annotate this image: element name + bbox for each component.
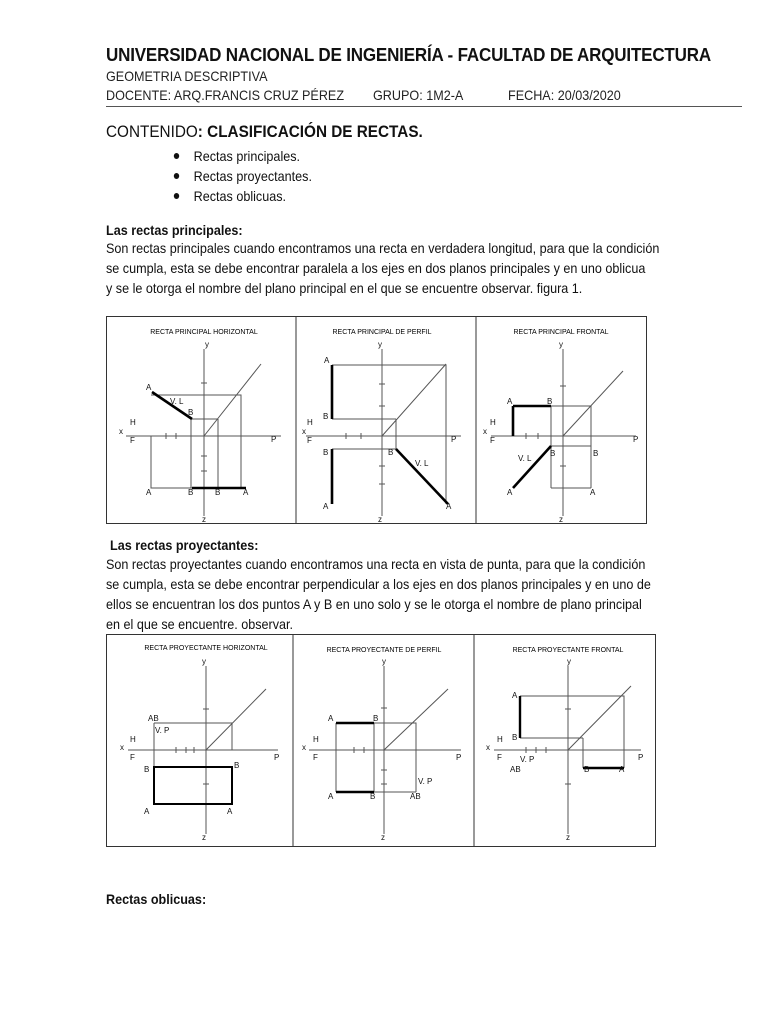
- svg-text:A: A: [243, 488, 249, 497]
- svg-text:z: z: [202, 515, 206, 524]
- group-label: GRUPO: 1M2-A: [373, 87, 464, 103]
- svg-text:z: z: [381, 833, 385, 842]
- svg-text:V. L: V. L: [518, 454, 532, 463]
- proyectantes-heading: Las rectas proyectantes:: [110, 537, 259, 553]
- svg-text:A: A: [144, 807, 150, 816]
- panel-title: RECTA PRINCIPAL DE PERFIL: [332, 329, 432, 336]
- svg-text:z: z: [202, 833, 206, 842]
- svg-text:B: B: [550, 449, 556, 458]
- svg-text:A: A: [324, 356, 330, 365]
- teacher-name: DOCENTE: ARQ.FRANCIS CRUZ PÉREZ: [106, 87, 345, 103]
- svg-text:x: x: [483, 427, 487, 436]
- university-title: UNIVERSIDAD NACIONAL DE INGENIERÍA - FACULTAD DE ARQUITECTURA: [106, 44, 711, 65]
- panel-title: RECTA PROYECTANTE HORIZONTAL: [144, 645, 268, 652]
- svg-text:A: A: [507, 488, 513, 497]
- svg-text:y: y: [567, 657, 571, 666]
- svg-text:P: P: [633, 435, 639, 444]
- principales-paragraph: Son rectas principales cuando encontramos una recta en verdadera longitud, para que la condición se cumpla, esta se debe encontrar paralela a los ejes en dos planos principales y en uno oblicua y se le otorga el nombre del plano principal en el que se encuentre observar. figura 1.: [106, 240, 660, 296]
- svg-text:x: x: [119, 427, 123, 436]
- svg-text:x: x: [302, 743, 306, 752]
- panel-proyectante-frontal: [486, 647, 643, 842]
- svg-text:V. L: V. L: [170, 397, 184, 406]
- panel-proyectante-perfil: [302, 647, 461, 842]
- figure-frame: [107, 635, 656, 847]
- proyectantes-paragraph: Son rectas proyectantes cuando encontramos una recta en vista de punta, para que la condición se cumpla, esta se debe encontrar perpendicular a los ejes en dos planos principales y en uno de ellos se encuentran los dos puntos A y B en uno solo y se le otorga el nombre de plano principal en el que se encuentre. observar.: [106, 556, 651, 632]
- svg-text:V. P: V. P: [520, 755, 535, 764]
- svg-text:F: F: [313, 753, 318, 762]
- svg-text:V. P: V. P: [155, 726, 170, 735]
- panel-title: RECTA PROYECTANTE FRONTAL: [512, 647, 624, 654]
- panel-principal-perfil: [302, 329, 461, 524]
- panel-title: RECTA PRINCIPAL HORIZONTAL: [150, 329, 258, 336]
- svg-text:B: B: [144, 765, 150, 774]
- svg-text:B: B: [547, 397, 553, 406]
- svg-text:P: P: [638, 753, 644, 762]
- svg-text:B: B: [323, 448, 329, 457]
- svg-text:F: F: [130, 753, 135, 762]
- svg-text:A: A: [146, 383, 152, 392]
- list-item: Rectas proyectantes.: [172, 166, 312, 186]
- svg-text:F: F: [490, 436, 495, 445]
- svg-text:AB: AB: [148, 714, 159, 723]
- svg-text:A: A: [590, 488, 596, 497]
- svg-text:A: A: [323, 502, 329, 511]
- svg-text:P: P: [451, 435, 457, 444]
- svg-text:y: y: [202, 657, 206, 666]
- contents-list: [172, 146, 328, 206]
- svg-text:A: A: [328, 792, 334, 801]
- svg-text:P: P: [274, 753, 280, 762]
- figure-rectas-principales: [106, 316, 647, 524]
- svg-text:B: B: [370, 792, 376, 801]
- panel-title: RECTA PROYECTANTE DE PERFIL: [326, 647, 442, 654]
- list-item: Rectas oblicuas.: [172, 186, 312, 206]
- figure-rectas-proyectantes: [106, 634, 656, 847]
- oblicuas-heading: Rectas oblicuas:: [106, 891, 207, 907]
- svg-text:y: y: [205, 340, 209, 349]
- svg-text:z: z: [559, 515, 563, 524]
- svg-text:F: F: [307, 436, 312, 445]
- header-divider: [106, 106, 742, 107]
- svg-text:B: B: [215, 488, 221, 497]
- svg-text:A: A: [146, 488, 152, 497]
- svg-text:A: A: [227, 807, 233, 816]
- svg-text:z: z: [378, 515, 382, 524]
- svg-text:A: A: [446, 502, 452, 511]
- svg-text:B: B: [593, 449, 599, 458]
- course-name: GEOMETRIA DESCRIPTIVA: [106, 68, 268, 84]
- svg-text:V. P: V. P: [418, 777, 433, 786]
- svg-text:B: B: [188, 488, 194, 497]
- panel-title: RECTA PRINCIPAL FRONTAL: [513, 329, 609, 336]
- contents-heading: CONTENIDO: CLASIFICACIÓN DE RECTAS.: [106, 122, 423, 141]
- svg-text:F: F: [130, 436, 135, 445]
- svg-text:B: B: [512, 733, 518, 742]
- panel-principal-horizontal: [119, 329, 281, 524]
- svg-text:A: A: [328, 714, 334, 723]
- svg-text:B: B: [234, 761, 240, 770]
- svg-text:x: x: [302, 427, 306, 436]
- svg-text:x: x: [486, 743, 490, 752]
- svg-text:V. L: V. L: [415, 459, 429, 468]
- svg-text:AB: AB: [410, 792, 421, 801]
- svg-text:B: B: [388, 448, 394, 457]
- svg-text:P: P: [456, 753, 462, 762]
- principales-heading: Las rectas principales:: [106, 222, 243, 238]
- svg-text:H: H: [307, 418, 313, 427]
- svg-text:y: y: [378, 340, 382, 349]
- list-item: Rectas principales.: [172, 146, 312, 166]
- date-label: FECHA: 20/03/2020: [508, 87, 621, 103]
- svg-text:A: A: [619, 765, 625, 774]
- panel-proyectante-horizontal: [120, 645, 279, 842]
- svg-text:H: H: [313, 735, 319, 744]
- svg-text:B: B: [373, 714, 379, 723]
- svg-text:H: H: [130, 418, 136, 427]
- svg-text:H: H: [497, 735, 503, 744]
- svg-text:A: A: [507, 397, 513, 406]
- svg-text:z: z: [566, 833, 570, 842]
- svg-text:A: A: [512, 691, 518, 700]
- svg-text:AB: AB: [510, 765, 521, 774]
- svg-text:H: H: [490, 418, 496, 427]
- svg-text:B: B: [584, 765, 590, 774]
- svg-text:B: B: [323, 412, 329, 421]
- panel-principal-frontal: [483, 329, 638, 524]
- svg-text:x: x: [120, 743, 124, 752]
- svg-text:H: H: [130, 735, 136, 744]
- svg-text:y: y: [559, 340, 563, 349]
- svg-text:F: F: [497, 753, 502, 762]
- svg-text:B: B: [188, 408, 194, 417]
- svg-text:P: P: [271, 435, 277, 444]
- svg-text:y: y: [382, 657, 386, 666]
